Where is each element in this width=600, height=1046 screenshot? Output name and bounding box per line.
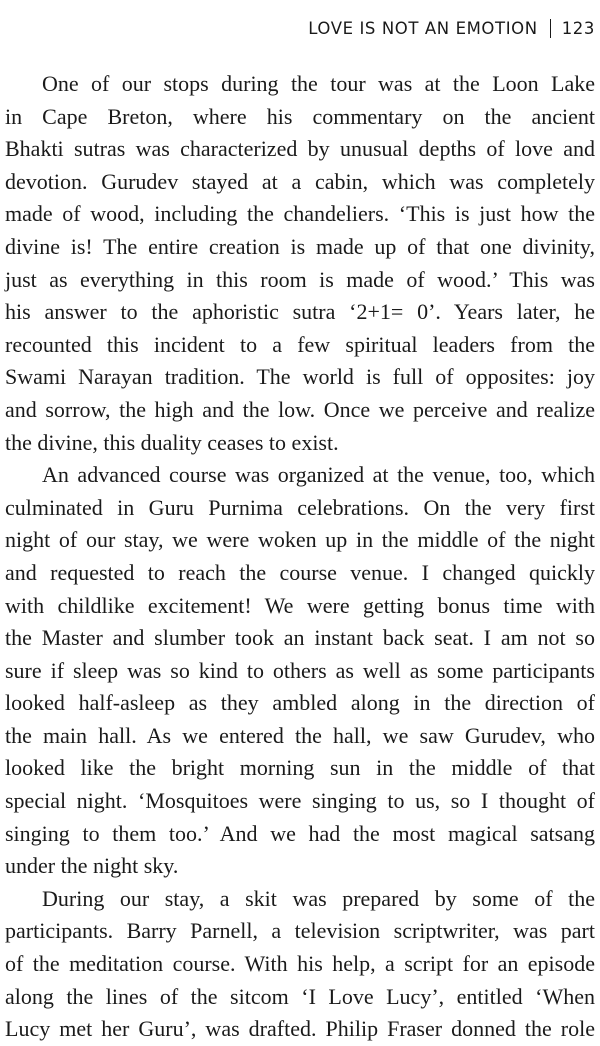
text-line: just as everything in this room is made of wood.’ This was [5,266,595,292]
text-line: singing to them too.’ And we had the most magical satsang [5,820,595,846]
text-line: under the night sky. [5,853,179,879]
text-line: recounted this incident to a few spiritual leaders from the [5,331,595,357]
paragraph-2 [5,459,595,883]
text-line: looked half-asleep as they ambled along in the direction of [5,690,595,716]
text-line: the divine, this duality ceases to exist. [5,429,339,455]
paragraph-1 [5,68,595,459]
running-head [308,19,595,38]
body-text [5,68,595,1046]
text-line: of the meditation course. With his help, a script for an episode [5,951,595,977]
text-line: Lucy met her Guru’, was drafted. Philip Fraser donned the role [5,1016,595,1042]
paragraph-3 [5,883,595,1046]
text-line: along the lines of the sitcom ‘I Love Lucy’, entitled ‘When [5,983,595,1009]
chapter-title: LOVE IS NOT AN EMOTION [308,19,538,38]
text-line: the Master and slumber took an instant back seat. I am not so [5,625,595,651]
text-line: divine is! The entire creation is made up of that one divinity, [5,233,595,259]
text-line: participants. Barry Parnell, a television scriptwriter, was part [5,918,595,944]
text-line: with childlike excitement! We were getting bonus time with [5,592,595,618]
text-line: devotion. Gurudev stayed at a cabin, which was completely [5,168,595,194]
text-line: the main hall. As we entered the hall, we saw Gurudev, who [5,722,595,748]
text-line: sure if sleep was so kind to others as well as some participants [5,657,595,683]
text-line: During our stay, a skit was prepared by some of the [42,885,595,911]
text-line: and sorrow, the high and the low. Once we perceive and realize [5,396,595,422]
text-line: One of our stops during the tour was at the Loon Lake [42,71,595,96]
text-line: Swami Narayan tradition. The world is full of opposites: joy [5,364,595,390]
text-line: An advanced course was organized at the venue, too, which [42,462,595,488]
text-line: his answer to the aphoristic sutra ‘2+1= 0’. Years later, he [5,299,595,325]
text-line: and requested to reach the course venue. I changed quickly [5,559,595,585]
text-line: looked like the bright morning sun in the middle of that [5,755,595,781]
text-line: Bhakti sutras was characterized by unusual depths of love and [5,136,595,162]
page-number: 123 [561,19,595,38]
text-line: special night. ‘Mosquitoes were singing to us, so I thought of [5,788,595,814]
text-line: in Cape Breton, where his commentary on the ancient [5,103,595,129]
header-separator [550,19,551,38]
text-line: culminated in Guru Purnima celebrations. On the very first [5,494,595,520]
text-line: night of our stay, we were woken up in the middle of the night [5,527,595,553]
text-line: made of wood, including the chandeliers. ‘This is just how the [5,201,595,227]
